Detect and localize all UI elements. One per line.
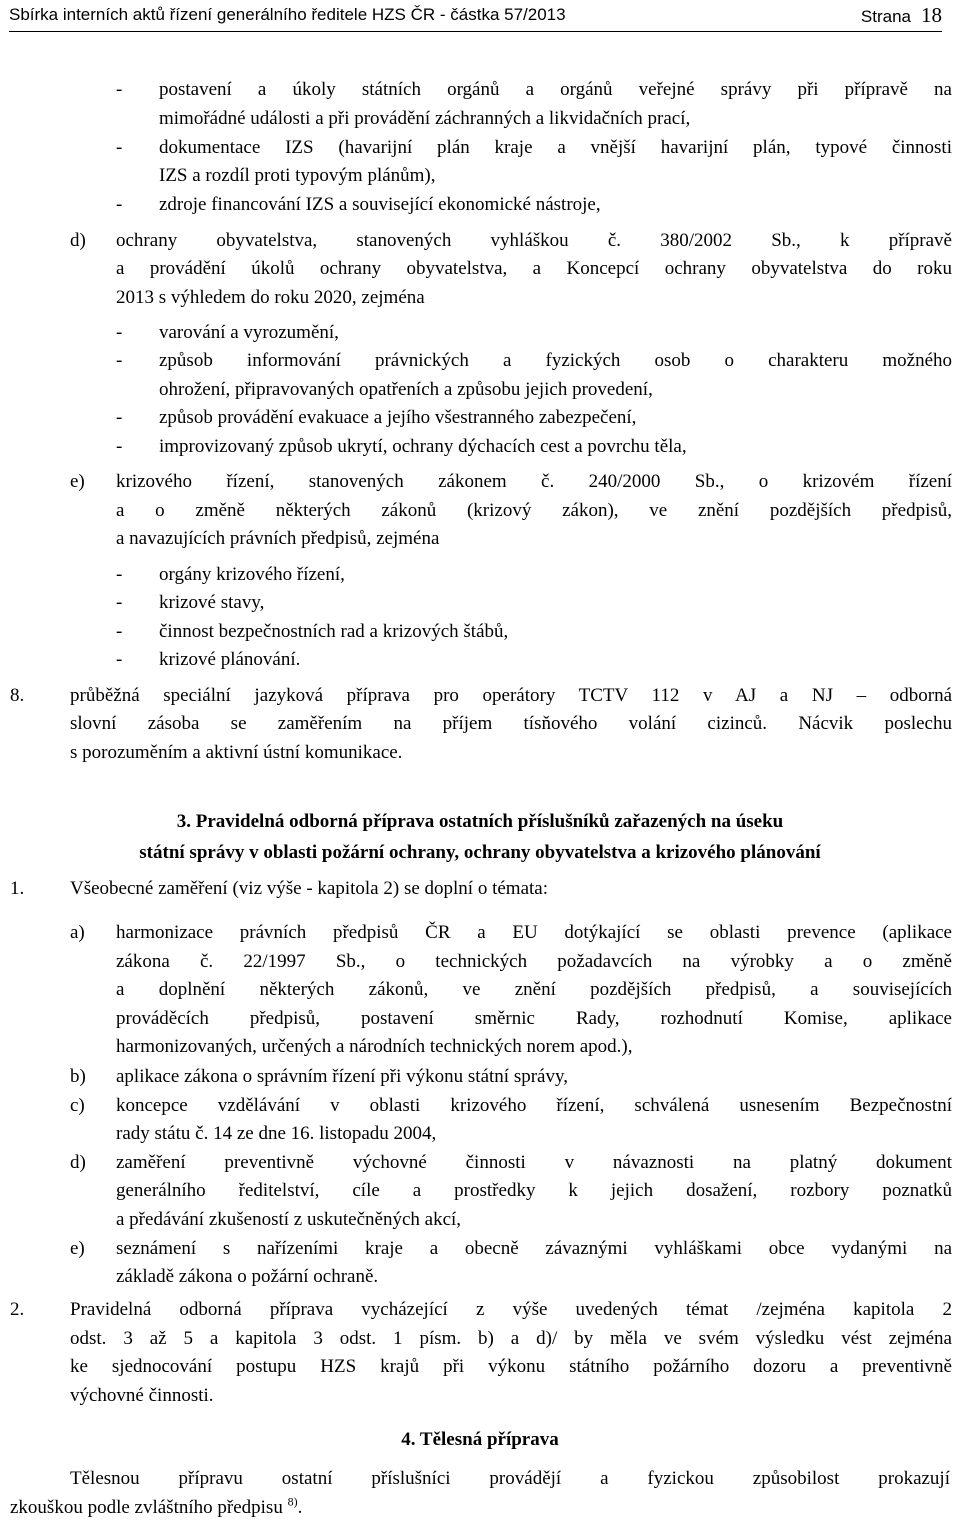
text-line: zaměření preventivně výchovné činnosti v návaznosti na platný dokument — [116, 1152, 952, 1173]
text-line: IZS a rozdíl proti typovým plánům), — [159, 165, 436, 186]
section-3-heading-line1: 3. Pravidelná odborná příprava ostatních příslušníků zařazených na úseku — [176, 811, 784, 832]
list-marker: - — [116, 79, 123, 100]
list-marker: - — [116, 564, 123, 585]
list-marker: b) — [70, 1066, 86, 1087]
text-line: ochrany obyvatelstva, stanovených vyhláškou č. 380/2002 Sb., k přípravě — [116, 230, 952, 251]
page-number: 18 — [921, 3, 942, 27]
text-line: 2013 s výhledem do roku 2020, zejména — [116, 287, 425, 308]
text-line: krizového řízení, stanovených zákonem č. 240/2000 Sb., o krizovém řízení — [116, 471, 952, 492]
list-marker: d) — [70, 1152, 86, 1173]
header-title: Sbírka interních aktů řízení generálního ředitele HZS ČR - částka 57/2013 — [9, 5, 566, 24]
list-marker: - — [116, 322, 123, 343]
text-line: zákona č. 22/1997 Sb., o technických požadavcích na výrobky a o změně — [116, 951, 952, 972]
list-marker: - — [116, 436, 123, 457]
section-4-heading: 4. Tělesná příprava — [401, 1429, 559, 1450]
text-line: dokumentace IZS (havarijní plán kraje a vnější havarijní plán, typové činnosti — [159, 137, 952, 158]
final-paragraph-line2: zkouškou podle zvláštního předpisu $^{8)}$. — [10, 1494, 303, 1518]
text-line: Všeobecné zaměření (viz výše - kapitola 2) se doplní o témata: — [70, 878, 548, 899]
text-line: krizové plánování. — [159, 649, 301, 670]
text-line: rady státu č. 14 ze dne 16. listopadu 2004, — [116, 1123, 437, 1144]
text-line: improvizovaný způsob ukrytí, ochrany dýchacích cest a povrchu těla, — [159, 436, 687, 457]
text-line: výchovné činnosti. — [70, 1385, 214, 1406]
text-line: mimořádné události a při provádění záchranných a likvidačních prací, — [159, 108, 691, 129]
header-page — [861, 3, 942, 29]
list-marker: - — [116, 407, 123, 428]
text-line: a doplnění některých zákonů, ve znění pozdějších předpisů, a souvisejících — [116, 979, 952, 1000]
list-marker: e) — [70, 471, 85, 492]
list-marker: - — [116, 621, 123, 642]
section-3-heading-line2: státní správy v oblasti požární ochrany, ochrany obyvatelstva a krizového plánování — [139, 842, 821, 863]
footnote-ref: 8) — [287, 1494, 298, 1509]
text-line: odst. 3 až 5 a kapitola 3 odst. 1 písm. b) a d)/ by měla ve svém výsledku vést zejména — [70, 1328, 952, 1349]
list-marker: d) — [70, 230, 86, 251]
text-line: a o změně některých zákonů (krizový zákon), ve znění pozdějších předpisů, — [116, 500, 952, 521]
list-marker: - — [116, 194, 123, 215]
text-line: činnost bezpečnostních rad a krizových štábů, — [159, 621, 509, 642]
text-line: ohrožení, připravovaných opatřeních a způsobu jejich provedení, — [159, 379, 653, 400]
text-line: aplikace zákona o správním řízení při výkonu státní správy, — [116, 1066, 568, 1087]
text-line: seznámení s nařízeními kraje a obecně závaznými vyhláškami obce vydanými na — [116, 1238, 952, 1259]
text-line: ke sjednocování postupu HZS krajů při výkonu státního požárního dozoru a preventivně — [70, 1356, 952, 1377]
list-marker: 1. — [10, 878, 25, 899]
text-line: harmonizace právních předpisů ČR a EU dotýkající se oblasti prevence (aplikace — [116, 922, 952, 943]
text-line: orgány krizového řízení, — [159, 564, 345, 585]
text-line: a navazujících právních předpisů, zejména — [116, 528, 440, 549]
list-marker: a) — [70, 922, 85, 943]
list-marker: 8. — [10, 685, 25, 706]
text-line: způsob provádění evakuace a jejího všestranného zabezpečení, — [159, 407, 637, 428]
page-label: Strana — [860, 7, 911, 26]
text-line: koncepce vzdělávání v oblasti krizového řízení, schválená usnesením Bezpečnostní — [116, 1095, 952, 1116]
list-marker: e) — [70, 1238, 85, 1259]
text-line: a provádění úkolů ochrany obyvatelstva, a Koncepcí ochrany obyvatelstva do roku — [116, 258, 952, 279]
page-header — [9, 3, 942, 32]
list-marker: - — [116, 137, 123, 158]
text-line: Pravidelná odborná příprava vycházející z výše uvedených témat /zejména kapitola 2 — [70, 1299, 952, 1320]
text-line: základě zákona o požární ochraně. — [116, 1266, 379, 1287]
text-line: s porozuměním a aktivní ústní komunikace. — [70, 742, 403, 763]
text-line: krizové stavy, — [159, 592, 265, 613]
text-line: průběžná speciální jazyková příprava pro operátory TCTV 112 v AJ a NJ – odborná — [70, 685, 952, 706]
text-line: zdroje financování IZS a související ekonomické nástroje, — [159, 194, 601, 215]
text-line: slovní zásoba se zaměřením na příjem tísňového volání cizinců. Nácvik poslechu — [70, 713, 952, 734]
list-marker: c) — [70, 1095, 85, 1116]
list-marker: - — [116, 649, 123, 670]
final-paragraph-line1: Tělesnou přípravu ostatní příslušníci provádějí a fyzickou způsobilost prokazují — [70, 1468, 950, 1489]
text-line: generálního ředitelství, cíle a prostředky k jejich dosažení, rozbory poznatků — [116, 1180, 952, 1201]
text-line: varování a vyrozumění, — [159, 322, 339, 343]
list-marker: - — [116, 592, 123, 613]
text-line: prováděcích předpisů, postavení směrnic Rady, rozhodnutí Komise, aplikace — [116, 1008, 952, 1029]
text-line: harmonizovaných, určených a národních technických norem apod.), — [116, 1036, 633, 1057]
list-marker: - — [116, 350, 123, 371]
text-line: a předávání zkušeností z uskutečněných akcí, — [116, 1209, 462, 1230]
list-marker: 2. — [10, 1299, 25, 1320]
text-line: způsob informování právnických a fyzických osob o charakteru možného — [159, 350, 952, 371]
text-line: postavení a úkoly státních orgánů a orgánů veřejné správy při přípravě na — [159, 79, 952, 100]
